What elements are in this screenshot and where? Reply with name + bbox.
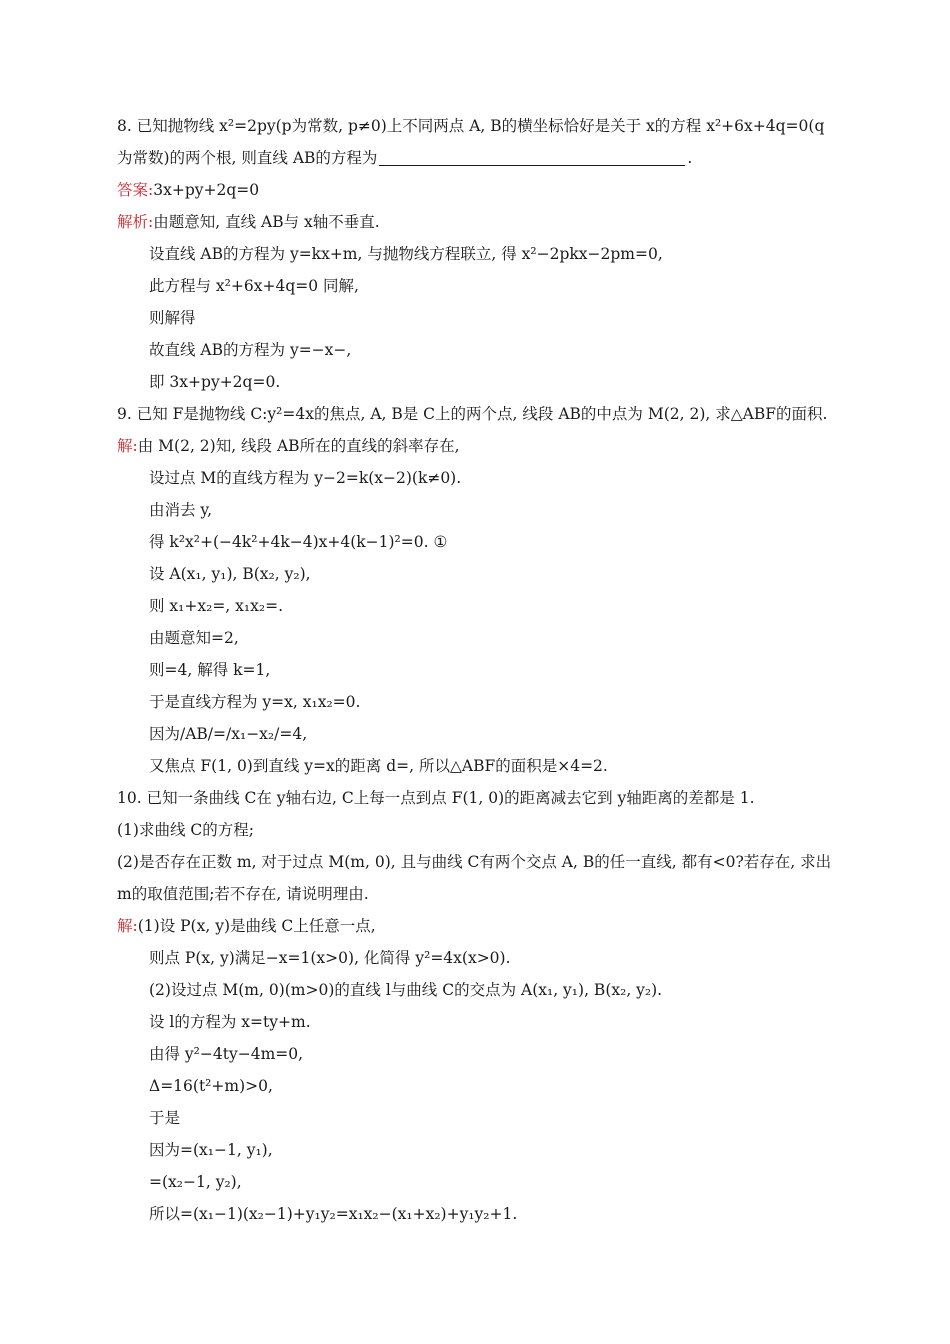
q10-step: 设 l的方程为 x=ty+m. [149,1013,311,1031]
q8-step: 故直线 AB的方程为 y=−x−, [149,341,352,359]
q9-step: 由 M(2, 2)知, 线段 AB所在的直线的斜率存在, [137,437,460,455]
q10-part1: (1)求曲线 C的方程; [117,821,254,839]
q9-step: 又焦点 F(1, 0)到直线 y=x的距离 d=, 所以△ABF的面积是×4=2. [149,757,608,775]
q9-step: 于是直线方程为 y=x, x₁x₂=0. [149,693,361,711]
q9-step: 设过点 M的直线方程为 y−2=k(x−2)(k≠0). [149,469,462,487]
q8-step: 设直线 AB的方程为 y=kx+m, 与抛物线方程联立, 得 x²−2pkx−2pm=0, [149,245,663,263]
q10-step: 于是 [149,1109,181,1127]
q10-step: 所以=(x₁−1)(x₂−1)+y₁y₂=x₁x₂−(x₁+x₂)+y₁y₂+1. [149,1205,518,1223]
q9-question: 9. 已知 F是抛物线 C:y²=4x的焦点, A, B是 C上的两个点, 线段 AB的中点为 M(2, 2), 求△ABF的面积. [117,405,828,423]
q8-question-text: 为常数)的两个根, 则直线 AB的方程为 [117,149,378,167]
solution-label: 解: [117,437,138,455]
q8-question-line2 [117,147,692,169]
answer-blank [379,149,685,166]
q10-step: (2)设过点 M(m, 0)(m>0)的直线 l与曲线 C的交点为 A(x₁, y₁), B(x₂, y₂). [149,981,663,999]
q10-part2-line2: m的取值范围;若不存在, 请说明理由. [117,885,369,903]
q9-step: 则 x₁+x₂=, x₁x₂=. [149,597,283,615]
q8-analysis-first [117,211,380,233]
q9-solution-first [117,435,460,457]
q10-step: (1)设 P(x, y)是曲线 C上任意一点, [137,917,376,935]
q10-step: =(x₂−1, y₂), [149,1173,242,1191]
q8-step: 此方程与 x²+6x+4q=0 同解, [149,277,359,295]
answer-label: 答案: [117,181,154,199]
answer-value: 3x+py+2q=0 [153,181,260,199]
q8-answer [117,179,259,201]
q9-step: 由题意知=2, [149,629,239,647]
solution-label: 解: [117,917,138,935]
q10-part2-line1: (2)是否存在正数 m, 对于过点 M(m, 0), 且与曲线 C有两个交点 A, B的任一直线, 都有<0?若存在, 求出 [117,853,832,871]
q10-step: 因为=(x₁−1, y₁), [149,1141,273,1159]
q9-step: 因为/AB/=/x₁−x₂/=4, [149,725,308,743]
q10-step: Δ=16(t²+m)>0, [149,1077,273,1095]
q8-step: 即 3x+py+2q=0. [149,373,281,391]
analysis-label: 解析: [117,213,154,231]
q9-step: 得 k²x²+(−4k²+4k−4)x+4(k−1)²=0. ① [149,533,448,551]
q10-step: 则点 P(x, y)满足−x=1(x>0), 化简得 y²=4x(x>0). [149,949,511,967]
q8-step: 由题意知, 直线 AB与 x轴不垂直. [153,213,380,231]
q8-question-line1: 8. 已知抛物线 x²=2py(p为常数, p≠0)上不同两点 A, B的横坐标恰好是关于 x的方程 x²+6x+4q=0(q [117,117,825,135]
q9-step: 则=4, 解得 k=1, [149,661,271,679]
q8-question-end: . [687,149,693,167]
q9-step: 由消去 y, [149,501,213,519]
q10-solution-first [117,915,376,937]
q10-step: 由得 y²−4ty−4m=0, [149,1045,304,1063]
q9-step: 设 A(x₁, y₁), B(x₂, y₂), [149,565,311,583]
q8-step: 则解得 [149,309,196,327]
q10-question: 10. 已知一条曲线 C在 y轴右边, C上每一点到点 F(1, 0)的距离减去它到 y轴距离的差都是 1. [117,789,755,807]
